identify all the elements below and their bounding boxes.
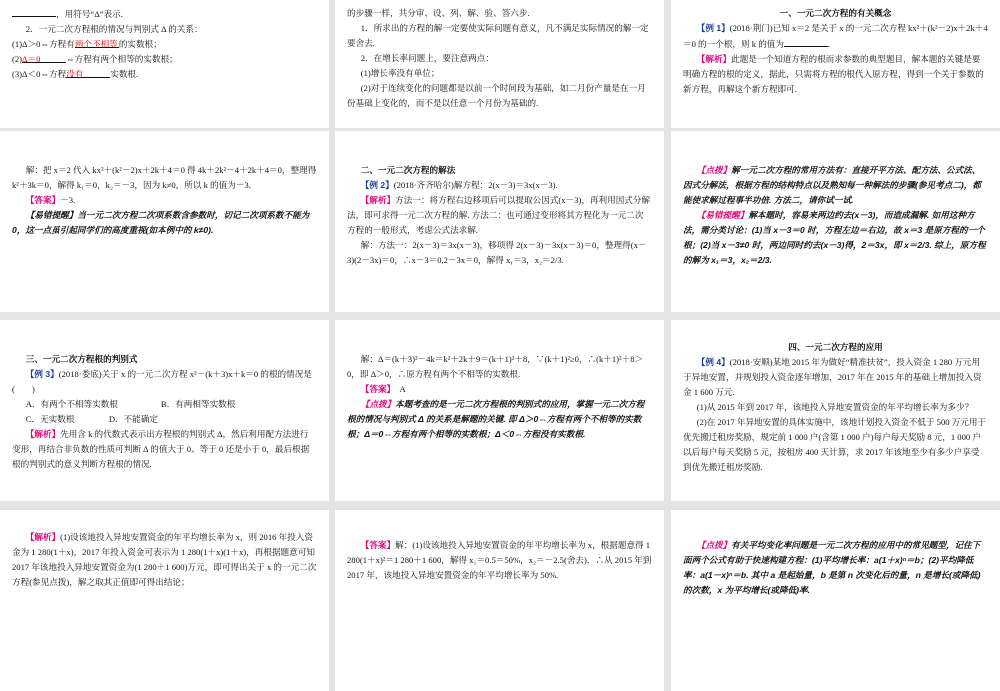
- analysis: 【解析】此题是一个知道方程的根而求参数的典型题目，解本题的关键是要明确方程的根的定义，据此，只需将方程的根代入原方程，得到一个关于参数的新方程，再解这个新方程即可.: [683, 54, 984, 94]
- section-title: 一、一元二次方程的有关概念: [779, 8, 892, 18]
- answer-tag: 【答案】: [360, 540, 396, 550]
- option-a: A．有两个不相等实数根: [25, 399, 118, 409]
- tip-tag: 【点拨】: [696, 165, 732, 175]
- option-d: D．不能确定: [108, 414, 159, 424]
- slide-example-4-analysis: [0, 510, 329, 691]
- answer-fill: Δ＝0: [22, 52, 66, 63]
- analysis-tag: 【解析】: [360, 195, 396, 205]
- answer-fill: 没有: [66, 67, 110, 78]
- solution: 解：Δ＝(k＋3)²－4k＝k²＋2k＋9＝(k＋1)²＋8，∵(k＋1)²≥0，∴(k＋1)²＋8＞0，即 Δ＞0，∴原方程有两个不相等的实数根.: [347, 354, 644, 379]
- answer-blank: [784, 36, 828, 47]
- example-tag: 【例 3】: [25, 369, 59, 379]
- solution: 解：把 x＝2 代入 kx²＋(k²－2)x＋2k＋4＝0 得 4k＋2k²－4＋2k＋4＝0，整理得 k²＋3k＝0，解得 k₁＝0，k₂＝－3，因为 k≠0，所以 k 的值为－3.: [12, 165, 317, 190]
- tip: 【点拨】解一元二次方程的常用方法有：直接开平方法、配方法、公式法、因式分解法，根据方程的结构特点以及熟知每一种解法的步骤(参见考点二)，都能使求解过程事半功倍. 方法二，请你试一试.: [683, 165, 981, 205]
- text-line: 2．在增长率问题上，要注意两点：: [360, 53, 494, 63]
- option-b: B．有两相等实数根: [160, 399, 236, 409]
- answer-tag: 【答案】: [25, 195, 61, 205]
- question: 【例 4】(2018·安顺)某地 2015 年为做好“精准扶贫”，投入资金 1 280 万元用于异地安置，并规划投入资金逐年增加，2017 年在 2015 年的基础上增加投入资金 1 600 万元.: [683, 357, 982, 397]
- sub-question: (1)从 2015 年到 2017 年，该地投入异地安置资金的年平均增长率为多少？: [696, 402, 974, 412]
- text-line: (1)Δ＞0⇔方程有两个不相等的实数根；: [12, 39, 162, 49]
- tip: 【易错提醒】解本题时，容易来两边约去(x－3)，而造成漏解. 如用这种方法，需分类讨论：(1)当 x－3＝0 时，方程左边＝右边，故 x＝3 是原方程的一个根；(2)当 x－3≠0 时，两边同时约去(x－3)得，2＝3x，即 x＝2/3. 综上，原方程的解为 x₁＝3，x₂＝2/3.: [683, 210, 986, 265]
- text-line: (2)Δ＝0 ⇔方程有两个相等的实数根；: [12, 54, 178, 64]
- answer-fill: 两个不相等: [74, 39, 118, 49]
- option-row: [12, 412, 317, 427]
- text-para: (2)对于连续变化的问题都是以前一个时间段为基础，如二月份产量是在一月份基础上变化的，而不是以任意一个月份为基础的.: [347, 83, 646, 108]
- text-para: 1．所求出的方程的解一定要使实际问题有意义，凡不满足实际情况的解一定要舍去.: [347, 23, 649, 48]
- tip-tag: 【易错提醒】: [25, 210, 78, 220]
- example-tag: 【例 4】: [696, 357, 730, 367]
- option-c: C．无实数根: [25, 414, 75, 424]
- slide-example-2: [335, 131, 664, 312]
- analysis: 【解析】先用含 k 的代数式表示出方程根的判别式 Δ，然后利用配方法进行变形，再结合非负数的性质可判断 Δ 的值大于 0、等于 0 还是小于 0，最后根据根的判别式的意义判断方程根的情况.: [12, 429, 310, 469]
- slide-discriminant-relation: [0, 0, 329, 128]
- text-line: (1)增长率没有单位；: [360, 68, 440, 78]
- text-line: 2．一元二次方程根的情况与判别式 Δ 的关系：: [25, 24, 203, 34]
- tip-tag: 【点拨】: [360, 399, 396, 409]
- analysis-tag: 【解析】: [25, 429, 61, 439]
- slide-example-3-solution: [335, 320, 664, 501]
- section-title: 二、一元二次方程的解法: [360, 165, 456, 175]
- analysis: 【解析】方法一：将方程右边移项后可以提取公因式(x－3)，再利用因式分解法，即可求得一元二次方程的解. 方法二：也可通过变形将其方程化为一元二次方程的一般形式，考虑公式法求解.: [347, 195, 651, 235]
- example-tag: 【例 2】: [360, 180, 394, 190]
- text-line: 的步骤一样，共分审、设、列、解、验、答六步.: [347, 8, 530, 18]
- slide-example-1-solution: [0, 131, 329, 312]
- answer: 【答案】 A: [360, 384, 406, 394]
- section-title: 三、一元二次方程根的判别式: [25, 354, 138, 364]
- option-row: [12, 397, 317, 412]
- slide-example-4-tip: [671, 510, 1000, 691]
- example-tag: 【例 1】: [696, 23, 730, 33]
- sub-question: (2)在 2017 年异地安置的具体实施中，该地计划投入资金不低于 500 万元用于优先搬迁租房奖励，规定前 1 000 户(含第 1 000 户)每户每天奖励 8 元，1 000 户以后每户每天奖励 5 元，按租房 400 天计算，求 2017 年该地至少有多少户享受到优先搬迁租房奖励.: [683, 417, 987, 472]
- question: 【例 3】(2018·娄底)关于 x 的一元二次方程 x²－(k＋3)x＋k＝0 的根的情况是 ( ): [12, 369, 329, 394]
- tip: 【点拨】本题考查的是一元二次方程根的判别式的应用，掌握一元二次方程根的情况与判别式 Δ 的关系是解题的关键. 即 Δ＞0⇔方程有两个不相等的实数根；Δ＝0⇔方程有两个相等的实数根；Δ＜0⇔方程没有实数根.: [347, 399, 645, 439]
- text-line: ，用符号“Δ”表示.: [12, 6, 317, 22]
- question: 【例 2】(2018·齐齐哈尔)解方程：2(x－3)＝3x(x－3).: [360, 180, 558, 190]
- answer: 【答案】解：(1)设该地投入异地安置资金的年平均增长率为 x，根据题意得 1 280(1＋x)²＝1 280＋1 600，解得 x₁＝0.5＝50%，x₂＝－2.5(舍去)．∴从 2015 年到 2017 年，该地投入异地安置资金的年平均增长率为 50%.: [347, 540, 652, 580]
- tip: 【点拨】有关平均变化率问题是一元二次方程的应用中的常见题型，记住下面两个公式有助于快速构建方程：(1)平均增长率：a(1＋x)ⁿ＝b；(2)平均降低率：a(1－x)ⁿ＝b. 其中 a 是起始量，b 是第 n 次变化后的量，n 是增长(或降低)的次数，x 为平均增长(或降低)率.: [683, 540, 981, 595]
- tip: 【易错提醒】当一元二次方程二次项系数含参数时，切记二次项系数不能为 0，这一点虽引起同学们的高度重视(如本例中的 k≠0).: [12, 210, 310, 235]
- section-title: 四、一元二次方程的应用: [788, 342, 883, 352]
- solution: 解：方法一：2(x－3)＝3x(x－3)，移项得 2(x－3)－3x(x－3)＝0，整理得(x－3)(2－3x)＝0，∴x－3＝0,2－3x＝0，解得 x₁＝3，x₂＝2/3.: [347, 240, 647, 265]
- tip-tag: 【点拨】: [696, 540, 732, 550]
- slide-application-notes: [335, 0, 664, 128]
- text-line: (3)Δ＜0⇔方程没有 实数根.: [12, 69, 139, 79]
- question: 【例 1】(2018·荆门)已知 x＝2 是关于 x 的一元二次方程 kx²＋(k²－2)x＋2k＋4＝0 的一个根，则 k 的值为 .: [683, 23, 988, 49]
- analysis-tag: 【解析】: [696, 54, 732, 64]
- answer-blank: [12, 6, 56, 17]
- analysis-tag: 【解析】: [25, 532, 61, 542]
- slide-example-4: [671, 320, 1000, 501]
- slide-example-2-tips: [671, 131, 1000, 312]
- tip-tag: 【易错提醒】: [696, 210, 749, 220]
- slide-example-1: [671, 0, 1000, 128]
- answer: 【答案】－3.: [25, 195, 76, 205]
- answer-tag: 【答案】: [360, 384, 391, 394]
- slide-example-3: [0, 320, 329, 501]
- slide-example-4-answer: [335, 510, 664, 691]
- analysis: 【解析】(1)设该地投入异地安置资金的年平均增长率为 x，则 2016 年投入资金为 1 280(1＋x)，2017 年投入资金可表示为 1 280(1＋x)(1＋x)，再根据题意可知 2017 年该地投入异地安置资金为(1 280＋1 600)万元，即可得出关于 x 的一元二次方程(参见点拨)，解之取其正值即可得出结论；: [12, 532, 317, 587]
